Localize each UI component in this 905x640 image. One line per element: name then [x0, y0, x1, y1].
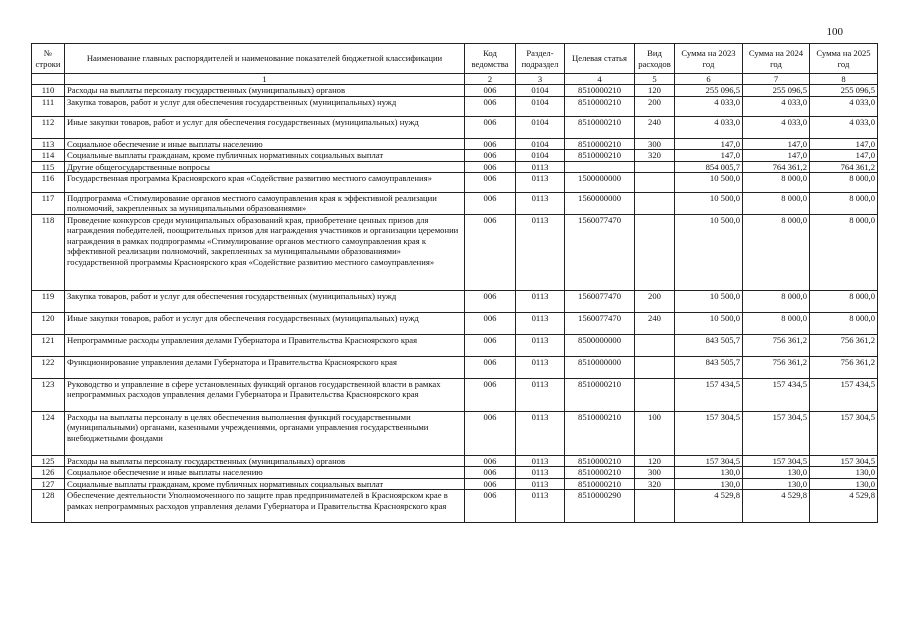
row-number: 114 [32, 150, 65, 161]
table-body [32, 85, 878, 523]
row-name: Социальное обеспечение и иные выплаты населению [65, 467, 465, 478]
row-sum-2024: 8 000,0 [743, 313, 810, 335]
row-section: 0113 [516, 335, 565, 357]
row-sum-2024: 157 304,5 [743, 412, 810, 456]
row-sum-2025: 147,0 [810, 138, 878, 149]
row-exptype: 240 [635, 313, 675, 335]
row-dept: 006 [465, 478, 516, 489]
row-sum-2025: 157 434,5 [810, 379, 878, 412]
row-sum-2025: 4 033,0 [810, 116, 878, 138]
header-sum2023: Сумма на 2023 год [675, 44, 743, 74]
row-section: 0113 [516, 161, 565, 172]
row-sum-2023: 157 304,5 [675, 456, 743, 467]
row-sum-2025: 756 361,2 [810, 335, 878, 357]
row-exptype [635, 193, 675, 215]
row-number: 116 [32, 173, 65, 193]
row-target: 8510000210 [565, 96, 635, 116]
row-number: 123 [32, 379, 65, 412]
row-exptype [635, 357, 675, 379]
row-name: Обеспечение деятельности Уполномоченного по защите прав предпринимателей в Красноярском крае в рамках непрограммных расходов управления делами Губернатора и Правительства Красноярского края [65, 490, 465, 523]
row-exptype [635, 335, 675, 357]
row-dept: 006 [465, 85, 516, 96]
row-section: 0113 [516, 291, 565, 313]
column-number: 1 [65, 74, 465, 85]
row-target: 8510000210 [565, 412, 635, 456]
table-row [32, 291, 878, 313]
row-dept: 006 [465, 490, 516, 523]
row-sum-2025: 157 304,5 [810, 412, 878, 456]
table-row [32, 161, 878, 172]
row-section: 0104 [516, 116, 565, 138]
row-target: 8510000210 [565, 85, 635, 96]
row-number: 113 [32, 138, 65, 149]
column-number: 5 [635, 74, 675, 85]
row-sum-2024: 255 096,5 [743, 85, 810, 96]
row-sum-2024: 147,0 [743, 138, 810, 149]
row-dept: 006 [465, 96, 516, 116]
row-section: 0104 [516, 85, 565, 96]
row-name: Социальные выплаты гражданам, кроме публичных нормативных социальных выплат [65, 478, 465, 489]
row-sum-2023: 843 505,7 [675, 357, 743, 379]
row-target: 1560077470 [565, 215, 635, 291]
row-sum-2025: 8 000,0 [810, 313, 878, 335]
header-num: № строки [32, 44, 65, 74]
row-target: 1560077470 [565, 291, 635, 313]
row-section: 0113 [516, 173, 565, 193]
row-number: 112 [32, 116, 65, 138]
row-exptype: 320 [635, 478, 675, 489]
row-name: Иные закупки товаров, работ и услуг для обеспечения государственных (муниципальных) нужд [65, 116, 465, 138]
row-number: 125 [32, 456, 65, 467]
header-name: Наименование главных распорядителей и наименование показателей бюджетной классификации [65, 44, 465, 74]
row-section: 0113 [516, 193, 565, 215]
row-sum-2024: 130,0 [743, 478, 810, 489]
row-sum-2025: 157 304,5 [810, 456, 878, 467]
row-sum-2025: 8 000,0 [810, 173, 878, 193]
row-dept: 006 [465, 335, 516, 357]
row-number: 124 [32, 412, 65, 456]
row-sum-2024: 157 304,5 [743, 456, 810, 467]
row-name: Государственная программа Красноярского края «Содействие развитию местного самоуправления» [65, 173, 465, 193]
column-number [32, 74, 65, 85]
table-row [32, 456, 878, 467]
row-section: 0104 [516, 138, 565, 149]
row-number: 126 [32, 467, 65, 478]
row-name: Подпрограмма «Стимулирование органов местного самоуправления края к эффективной реализации полномочий, закрепленных за муниципальными образованиями» [65, 193, 465, 215]
row-sum-2025: 147,0 [810, 150, 878, 161]
row-dept: 006 [465, 215, 516, 291]
row-sum-2025: 764 361,2 [810, 161, 878, 172]
row-number: 128 [32, 490, 65, 523]
row-sum-2023: 4 033,0 [675, 116, 743, 138]
row-target: 8510000210 [565, 150, 635, 161]
row-sum-2024: 130,0 [743, 467, 810, 478]
header-exptype: Вид расходов [635, 44, 675, 74]
row-number: 110 [32, 85, 65, 96]
row-dept: 006 [465, 150, 516, 161]
table-row [32, 313, 878, 335]
table-row [32, 490, 878, 523]
row-number: 121 [32, 335, 65, 357]
row-name: Социальное обеспечение и иные выплаты населению [65, 138, 465, 149]
row-sum-2023: 147,0 [675, 150, 743, 161]
table-row [32, 193, 878, 215]
column-number: 4 [565, 74, 635, 85]
row-exptype: 240 [635, 116, 675, 138]
row-number: 115 [32, 161, 65, 172]
row-target: 8510000210 [565, 138, 635, 149]
row-exptype: 300 [635, 467, 675, 478]
row-name: Проведение конкурсов среди муниципальных образований края, приобретение ценных призов для награждения победителей, поощрительных призов для награждения участников и организации церемонии награждения в рамках подпрограммы «Стимулирование органов местного самоуправления края к эффективной реализации полномочий, закрепленных за муниципальными образованиями» государственной программы Красноярского края «Содействие развитию местного самоуправления» [65, 215, 465, 291]
row-number: 122 [32, 357, 65, 379]
row-section: 0113 [516, 412, 565, 456]
table-row [32, 173, 878, 193]
column-number: 6 [675, 74, 743, 85]
row-sum-2023: 10 500,0 [675, 215, 743, 291]
table-row [32, 478, 878, 489]
row-exptype [635, 379, 675, 412]
row-sum-2023: 10 500,0 [675, 193, 743, 215]
row-sum-2024: 4 033,0 [743, 116, 810, 138]
table-header-row [32, 44, 878, 74]
row-name: Социальные выплаты гражданам, кроме публичных нормативных социальных выплат [65, 150, 465, 161]
row-exptype: 120 [635, 456, 675, 467]
header-sum2024: Сумма на 2024 год [743, 44, 810, 74]
row-dept: 006 [465, 313, 516, 335]
row-dept: 006 [465, 173, 516, 193]
row-section: 0104 [516, 96, 565, 116]
row-sum-2024: 4 033,0 [743, 96, 810, 116]
row-sum-2024: 8 000,0 [743, 193, 810, 215]
row-number: 120 [32, 313, 65, 335]
row-sum-2025: 8 000,0 [810, 215, 878, 291]
row-sum-2023: 4 529,8 [675, 490, 743, 523]
row-sum-2023: 157 434,5 [675, 379, 743, 412]
column-number-row [32, 74, 878, 85]
header-dept: Код ведомства [465, 44, 516, 74]
table-row [32, 116, 878, 138]
row-exptype: 300 [635, 138, 675, 149]
row-section: 0113 [516, 379, 565, 412]
row-dept: 006 [465, 456, 516, 467]
table-row [32, 215, 878, 291]
row-sum-2023: 130,0 [675, 478, 743, 489]
row-sum-2023: 854 005,7 [675, 161, 743, 172]
column-number: 7 [743, 74, 810, 85]
row-sum-2025: 8 000,0 [810, 291, 878, 313]
row-sum-2023: 10 500,0 [675, 291, 743, 313]
row-target: 1560000000 [565, 193, 635, 215]
row-sum-2023: 130,0 [675, 467, 743, 478]
row-sum-2023: 157 304,5 [675, 412, 743, 456]
row-sum-2023: 147,0 [675, 138, 743, 149]
row-target [565, 161, 635, 172]
row-exptype [635, 215, 675, 291]
row-number: 119 [32, 291, 65, 313]
header-section: Раздел-подраздел [516, 44, 565, 74]
table-row [32, 85, 878, 96]
row-sum-2024: 4 529,8 [743, 490, 810, 523]
row-target: 8500000000 [565, 335, 635, 357]
table-row [32, 412, 878, 456]
row-target: 8510000290 [565, 490, 635, 523]
table-row [32, 379, 878, 412]
row-sum-2025: 4 033,0 [810, 96, 878, 116]
row-name: Непрограммные расходы управления делами Губернатора и Правительства Красноярского края [65, 335, 465, 357]
row-dept: 006 [465, 357, 516, 379]
row-sum-2025: 130,0 [810, 478, 878, 489]
row-sum-2024: 147,0 [743, 150, 810, 161]
row-sum-2023: 255 096,5 [675, 85, 743, 96]
row-target: 8510000000 [565, 357, 635, 379]
row-dept: 006 [465, 138, 516, 149]
row-sum-2023: 10 500,0 [675, 313, 743, 335]
table-row [32, 138, 878, 149]
column-number: 3 [516, 74, 565, 85]
budget-table [31, 43, 878, 523]
row-target: 8510000210 [565, 379, 635, 412]
row-name: Расходы на выплаты персоналу государственных (муниципальных) органов [65, 85, 465, 96]
row-section: 0113 [516, 478, 565, 489]
row-sum-2025: 8 000,0 [810, 193, 878, 215]
row-sum-2025: 756 361,2 [810, 357, 878, 379]
row-target: 8510000210 [565, 116, 635, 138]
row-sum-2024: 756 361,2 [743, 335, 810, 357]
row-section: 0113 [516, 313, 565, 335]
header-sum2025: Сумма на 2025 год [810, 44, 878, 74]
row-target: 8510000210 [565, 478, 635, 489]
row-number: 117 [32, 193, 65, 215]
table-row [32, 96, 878, 116]
table-row [32, 467, 878, 478]
row-number: 118 [32, 215, 65, 291]
row-dept: 006 [465, 379, 516, 412]
row-name: Функционирование управления делами Губернатора и Правительства Красноярского края [65, 357, 465, 379]
row-number: 111 [32, 96, 65, 116]
row-sum-2024: 756 361,2 [743, 357, 810, 379]
row-exptype: 320 [635, 150, 675, 161]
row-exptype: 200 [635, 291, 675, 313]
row-target: 8510000210 [565, 467, 635, 478]
table-row [32, 335, 878, 357]
row-sum-2025: 255 096,5 [810, 85, 878, 96]
row-dept: 006 [465, 467, 516, 478]
row-exptype: 120 [635, 85, 675, 96]
row-sum-2023: 10 500,0 [675, 173, 743, 193]
column-number: 8 [810, 74, 878, 85]
page-number: 100 [826, 26, 843, 38]
row-sum-2024: 8 000,0 [743, 173, 810, 193]
row-dept: 006 [465, 291, 516, 313]
row-sum-2025: 130,0 [810, 467, 878, 478]
table-row [32, 357, 878, 379]
row-sum-2025: 4 529,8 [810, 490, 878, 523]
header-target: Целевая статья [565, 44, 635, 74]
table-row [32, 150, 878, 161]
row-target: 8510000210 [565, 456, 635, 467]
row-section: 0113 [516, 456, 565, 467]
row-section: 0113 [516, 490, 565, 523]
row-number: 127 [32, 478, 65, 489]
row-sum-2024: 764 361,2 [743, 161, 810, 172]
row-section: 0113 [516, 357, 565, 379]
row-name: Закупка товаров, работ и услуг для обеспечения государственных (муниципальных) нужд [65, 96, 465, 116]
row-sum-2023: 843 505,7 [675, 335, 743, 357]
row-name: Расходы на выплаты персоналу в целях обеспечения выполнения функций государственными (муниципальными) органами, казенными учреждениями, органами управления государственными внебюджетными фондами [65, 412, 465, 456]
row-sum-2024: 8 000,0 [743, 291, 810, 313]
row-name: Закупка товаров, работ и услуг для обеспечения государственных (муниципальных) нужд [65, 291, 465, 313]
row-dept: 006 [465, 193, 516, 215]
row-name: Иные закупки товаров, работ и услуг для обеспечения государственных (муниципальных) нужд [65, 313, 465, 335]
row-dept: 006 [465, 161, 516, 172]
row-exptype: 100 [635, 412, 675, 456]
row-sum-2024: 8 000,0 [743, 215, 810, 291]
row-sum-2024: 157 434,5 [743, 379, 810, 412]
row-exptype: 200 [635, 96, 675, 116]
row-sum-2023: 4 033,0 [675, 96, 743, 116]
row-target: 1500000000 [565, 173, 635, 193]
row-dept: 006 [465, 412, 516, 456]
row-name: Расходы на выплаты персоналу государственных (муниципальных) органов [65, 456, 465, 467]
row-section: 0104 [516, 150, 565, 161]
row-exptype [635, 173, 675, 193]
row-name: Руководство и управление в сфере установленных функций органов государственной власти в рамках непрограммных расходов управления делами Губернатора и Правительства Красноярского края [65, 379, 465, 412]
row-exptype [635, 490, 675, 523]
row-dept: 006 [465, 116, 516, 138]
column-number: 2 [465, 74, 516, 85]
row-name: Другие общегосударственные вопросы [65, 161, 465, 172]
row-section: 0113 [516, 215, 565, 291]
row-exptype [635, 161, 675, 172]
row-section: 0113 [516, 467, 565, 478]
row-target: 1560077470 [565, 313, 635, 335]
